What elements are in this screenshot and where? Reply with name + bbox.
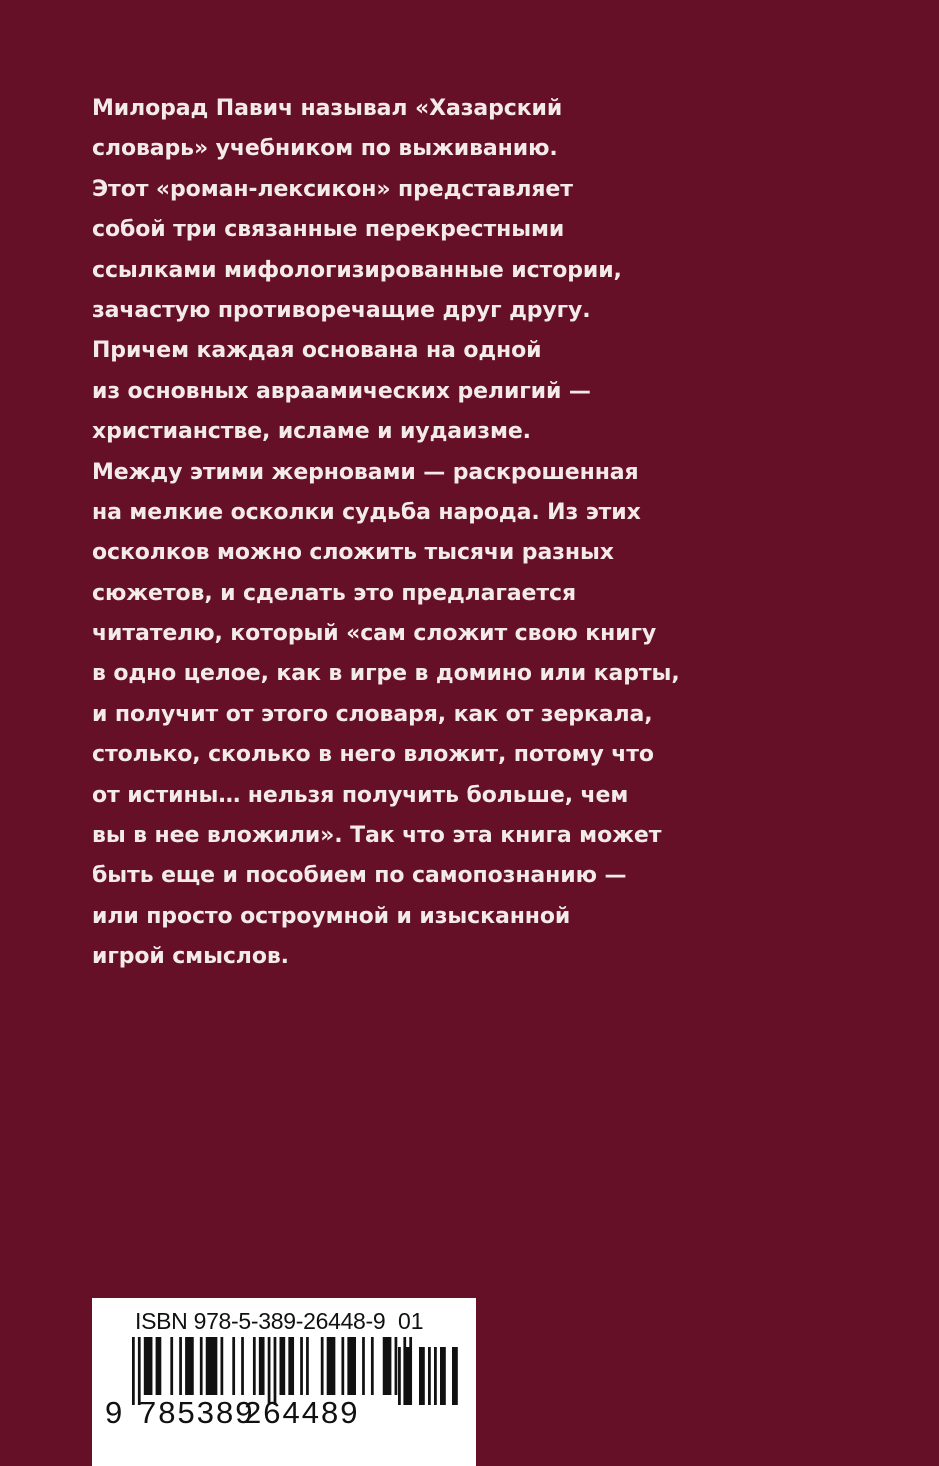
blurb-line: Этот «роман-лексикон» представляет <box>92 176 573 202</box>
isbn-label: ISBN 978-5-389-26448-9 <box>135 1308 386 1334</box>
blurb-line: осколков можно сложить тысячи разных <box>92 540 614 566</box>
blurb-text <box>92 89 692 978</box>
ean-right-digits: 264489 <box>244 1395 360 1430</box>
blurb-line: ссылками мифологизированные истории, <box>92 257 622 283</box>
blurb-line: читателю, который «сам сложит свою книгу <box>92 621 657 647</box>
barcode-panel <box>92 1298 476 1466</box>
blurb-line: Между этими жерновами — раскрошенная <box>92 459 639 485</box>
blurb-line: на мелкие осколки судьба народа. Из этих <box>92 499 641 525</box>
ean-left-digits: 785389 <box>139 1395 255 1430</box>
blurb-line: словарь» учебником по выживанию. <box>92 136 558 162</box>
blurb-line: в одно целое, как в игре в домино или карты, <box>92 661 680 687</box>
blurb-line: Причем каждая основана на одной <box>92 338 542 364</box>
blurb-line: сюжетов, и сделать это предлагается <box>92 580 576 606</box>
blurb-line: собой три связанные перекрестными <box>92 217 565 243</box>
blurb-line: быть еще и пособием по самопознанию — <box>92 863 627 889</box>
blurb-line: от истины… нельзя получить больше, чем <box>92 782 629 808</box>
blurb-line: и получит от этого словаря, как от зеркала, <box>92 701 653 727</box>
blurb-line: игрой смыслов. <box>92 944 289 970</box>
blurb-line: из основных авраамических религий — <box>92 378 591 404</box>
blurb-line: или просто остроумной и изысканной <box>92 903 571 929</box>
blurb-line: Милорад Павич называл «Хазарский <box>92 96 563 121</box>
blurb-line: зачастую противоречащие друг другу. <box>92 297 591 323</box>
isbn-addon-code: 01 <box>398 1308 424 1334</box>
blurb-line: христианстве, исламе и иудаизме. <box>92 419 531 445</box>
ean-first-digit: 9 <box>105 1395 125 1430</box>
barcode-image <box>92 1298 476 1466</box>
blurb-line: вы в нее вложили». Так что эта книга может <box>92 823 662 849</box>
blurb-line: столько, сколько в него вложит, потому что <box>92 742 654 768</box>
